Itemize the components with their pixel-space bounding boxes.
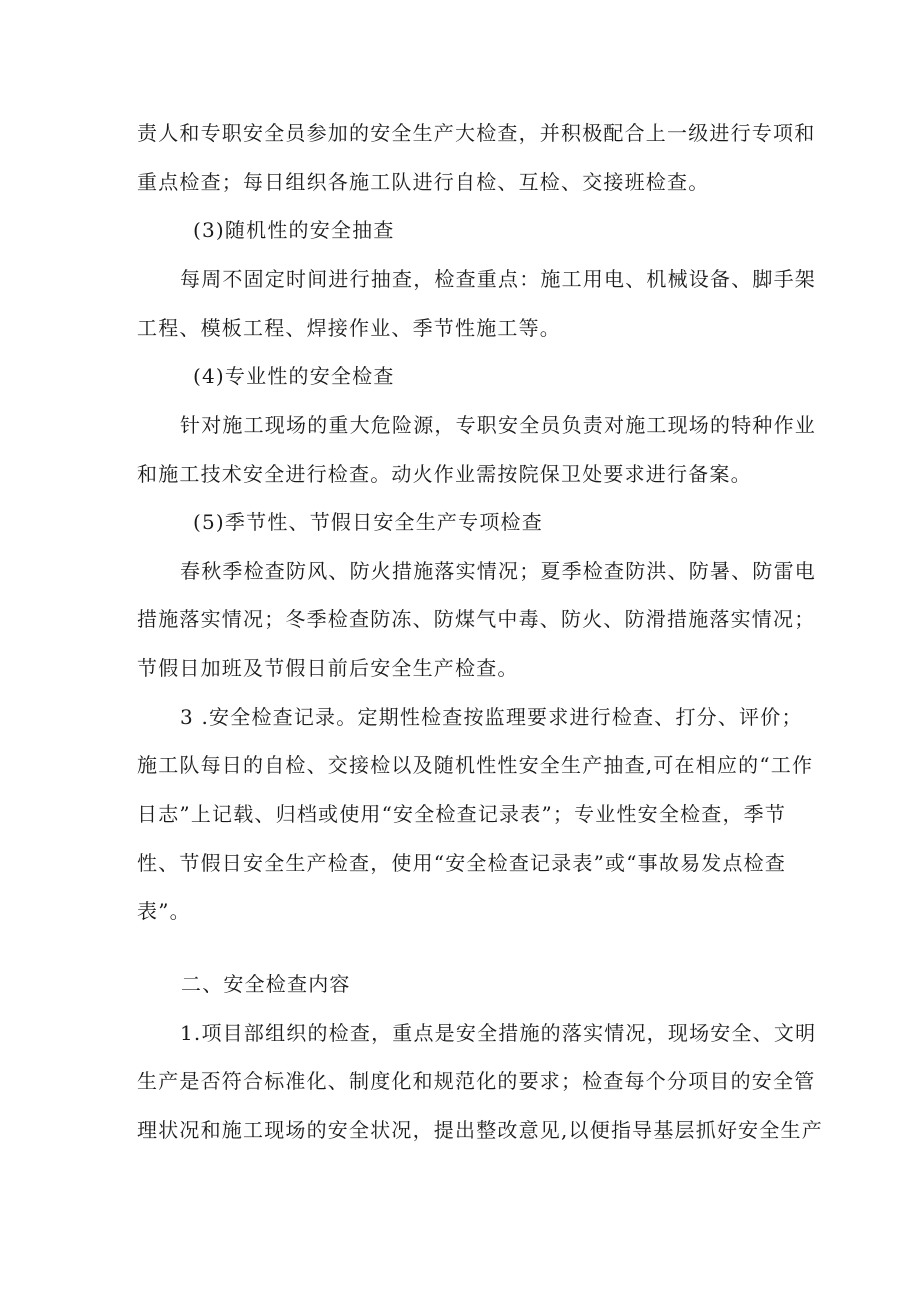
subsection-heading: (4)专业性的安全检查 bbox=[193, 364, 395, 388]
paragraph-line: 理状况和施工现场的安全状况，提出整改意见,以便指导基层抓好安全生产 bbox=[137, 1118, 823, 1142]
paragraph-line: 春秋季检查防风、防火措施落实情况；夏季检查防洪、防暑、防雷电 bbox=[180, 559, 816, 583]
subsection-heading: (5)季节性、节假日安全生产专项检查 bbox=[193, 510, 543, 534]
subsection-heading: (3)随机性的安全抽查 bbox=[193, 218, 395, 242]
paragraph-line: 工程、模板工程、焊接作业、季节性施工等。 bbox=[137, 316, 561, 340]
paragraph-line: 每周不固定时间进行抽查，检查重点：施工用电、机械设备、脚手架 bbox=[180, 267, 816, 291]
paragraph-line: 性、节假日安全生产检查，使用“安全检查记录表”或“事故易发点检查 bbox=[137, 851, 787, 875]
numbered-item-line: 1.项目部组织的检查，重点是安全措施的落实情况，现场安全、文明 bbox=[180, 1021, 817, 1045]
paragraph-line: 重点检查；每日组织各施工队进行自检、互检、交接班检查。 bbox=[137, 170, 710, 194]
paragraph-line: 表”。 bbox=[137, 899, 191, 923]
paragraph-line: 生产是否符合标准化、制度化和规范化的要求；检查每个分项目的安全管 bbox=[137, 1069, 816, 1093]
numbered-item-line: 3 .安全检查记录。定期性检查按监理要求进行检查、打分、评价； bbox=[180, 705, 803, 729]
paragraph-line: 措施落实情况；冬季检查防冻、防煤气中毒、防火、防滑措施落实情况； bbox=[137, 607, 816, 631]
paragraph-line: 节假日加班及节假日前后安全生产检查。 bbox=[137, 656, 519, 680]
paragraph-line: 施工队每日的自检、交接检以及随机性性安全生产抽查,可在相应的“工作 bbox=[137, 753, 814, 777]
paragraph-line: 和施工技术安全进行检查。动火作业需按院保卫处要求进行备案。 bbox=[137, 462, 752, 486]
paragraph-line: 针对施工现场的重大危险源，专职安全员负责对施工现场的特种作业 bbox=[180, 413, 816, 437]
paragraph-line: 责人和专职安全员参加的安全生产大检查，并积极配合上一级进行专项和 bbox=[137, 121, 816, 145]
section-heading: 二、安全检查内容 bbox=[181, 972, 351, 996]
paragraph-line: 日志”上记载、归档或使用“安全检查记录表”；专业性安全检查，季节 bbox=[137, 802, 787, 826]
